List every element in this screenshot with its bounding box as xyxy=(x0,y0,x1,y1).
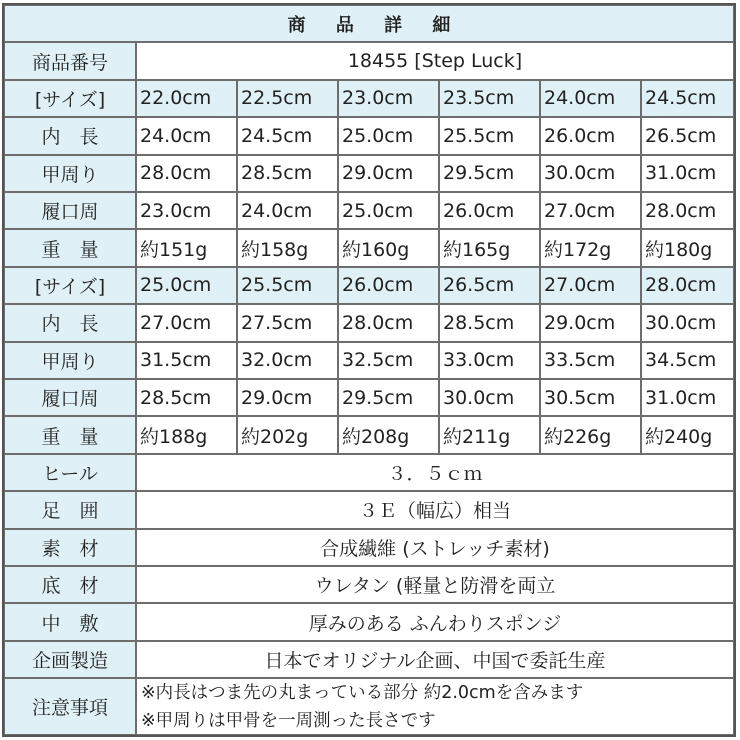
measure-row-label: 内 長 xyxy=(4,117,136,154)
measure-value-cell: 29.0cm xyxy=(540,304,641,341)
measure-value-cell: 28.5cm xyxy=(237,155,338,192)
notes-label: 注意事項 xyxy=(4,678,136,735)
size-cell: 23.0cm xyxy=(338,80,439,117)
measure-value-cell: 31.5cm xyxy=(136,342,237,379)
measure-value-cell: 約188g xyxy=(136,416,237,453)
measure-value-cell: 26.0cm xyxy=(540,117,641,154)
measure-value-cell: 24.5cm xyxy=(237,117,338,154)
spec-label: ヒール xyxy=(4,454,136,491)
measure-value-cell: 34.5cm xyxy=(641,342,734,379)
measure-value-cell: 24.0cm xyxy=(237,192,338,229)
measure-value-cell: 33.0cm xyxy=(439,342,540,379)
spec-value: ウレタン (軽量と防滑を両立 xyxy=(136,566,734,603)
spec-value: 合成繊維 (ストレッチ素材) xyxy=(136,529,734,566)
size-cell: 22.0cm xyxy=(136,80,237,117)
measure-value-cell: 約158g xyxy=(237,229,338,266)
measure-value-cell: 30.0cm xyxy=(641,304,734,341)
measure-value-cell: 約180g xyxy=(641,229,734,266)
page-title: 商 品 詳 細 xyxy=(4,5,734,42)
measure-value-cell: 31.0cm xyxy=(641,379,734,416)
measure-value-cell: 約160g xyxy=(338,229,439,266)
size-cell: 23.5cm xyxy=(439,80,540,117)
measure-value-cell: 約208g xyxy=(338,416,439,453)
measure-value-cell: 28.0cm xyxy=(338,304,439,341)
spec-value: ３．５ｃｍ xyxy=(136,454,734,491)
measure-row-label: 内 長 xyxy=(4,304,136,341)
size-cell: 25.0cm xyxy=(136,267,237,304)
measure-value-cell: 約165g xyxy=(439,229,540,266)
product-details-table xyxy=(2,3,736,737)
size-header-label: [サイズ] xyxy=(4,267,136,304)
measure-value-cell: 約226g xyxy=(540,416,641,453)
measure-value-cell: 25.0cm xyxy=(338,117,439,154)
size-cell: 22.5cm xyxy=(237,80,338,117)
spec-label: 企画製造 xyxy=(4,641,136,678)
size-cell: 26.5cm xyxy=(439,267,540,304)
measure-value-cell: 27.0cm xyxy=(540,192,641,229)
measure-value-cell: 24.0cm xyxy=(136,117,237,154)
measure-value-cell: 28.0cm xyxy=(136,155,237,192)
spec-label: 中 敷 xyxy=(4,603,136,640)
measure-value-cell: 26.5cm xyxy=(641,117,734,154)
measure-row-label: 重 量 xyxy=(4,416,136,453)
measure-value-cell: 27.0cm xyxy=(136,304,237,341)
spec-label: 素 材 xyxy=(4,529,136,566)
measure-value-cell: 25.0cm xyxy=(338,192,439,229)
measure-value-cell: 約240g xyxy=(641,416,734,453)
product-number-value: 18455 [Step Luck] xyxy=(136,42,734,79)
measure-value-cell: 29.0cm xyxy=(338,155,439,192)
measure-value-cell: 約151g xyxy=(136,229,237,266)
measure-row-label: 履口周 xyxy=(4,192,136,229)
measure-value-cell: 25.5cm xyxy=(439,117,540,154)
measure-value-cell: 30.0cm xyxy=(439,379,540,416)
measure-row-label: 履口周 xyxy=(4,379,136,416)
spec-label: 底 材 xyxy=(4,566,136,603)
note-line: ※内長はつま先の丸まっている部分 約2.0cmを含みます xyxy=(141,682,584,703)
notes-value xyxy=(136,678,734,735)
spec-value: ３Ｅ（幅広）相当 xyxy=(136,491,734,528)
spec-value: 日本でオリジナル企画、中国で委託生産 xyxy=(136,641,734,678)
measure-value-cell: 23.0cm xyxy=(136,192,237,229)
measure-value-cell: 約172g xyxy=(540,229,641,266)
size-cell: 28.0cm xyxy=(641,267,734,304)
spec-value: 厚みのある ふんわりスポンジ xyxy=(136,603,734,640)
measure-row-label: 甲周り xyxy=(4,155,136,192)
measure-value-cell: 27.5cm xyxy=(237,304,338,341)
measure-value-cell: 29.5cm xyxy=(338,379,439,416)
measure-value-cell: 26.0cm xyxy=(439,192,540,229)
measure-row-label: 重 量 xyxy=(4,229,136,266)
measure-value-cell: 28.0cm xyxy=(641,192,734,229)
size-cell: 24.0cm xyxy=(540,80,641,117)
size-cell: 27.0cm xyxy=(540,267,641,304)
measure-row-label: 甲周り xyxy=(4,342,136,379)
measure-value-cell: 28.5cm xyxy=(136,379,237,416)
spec-label: 足 囲 xyxy=(4,491,136,528)
measure-value-cell: 29.5cm xyxy=(439,155,540,192)
size-cell: 26.0cm xyxy=(338,267,439,304)
size-cell: 25.5cm xyxy=(237,267,338,304)
product-number-label: 商品番号 xyxy=(4,42,136,79)
measure-value-cell: 32.5cm xyxy=(338,342,439,379)
note-line: ※甲周りは甲骨を一周測った長さです xyxy=(141,710,436,731)
measure-value-cell: 約211g xyxy=(439,416,540,453)
measure-value-cell: 29.0cm xyxy=(237,379,338,416)
measure-value-cell: 31.0cm xyxy=(641,155,734,192)
measure-value-cell: 30.0cm xyxy=(540,155,641,192)
measure-value-cell: 約202g xyxy=(237,416,338,453)
size-header-label: [サイズ] xyxy=(4,80,136,117)
measure-value-cell: 30.5cm xyxy=(540,379,641,416)
measure-value-cell: 33.5cm xyxy=(540,342,641,379)
measure-value-cell: 28.5cm xyxy=(439,304,540,341)
measure-value-cell: 32.0cm xyxy=(237,342,338,379)
size-cell: 24.5cm xyxy=(641,80,734,117)
